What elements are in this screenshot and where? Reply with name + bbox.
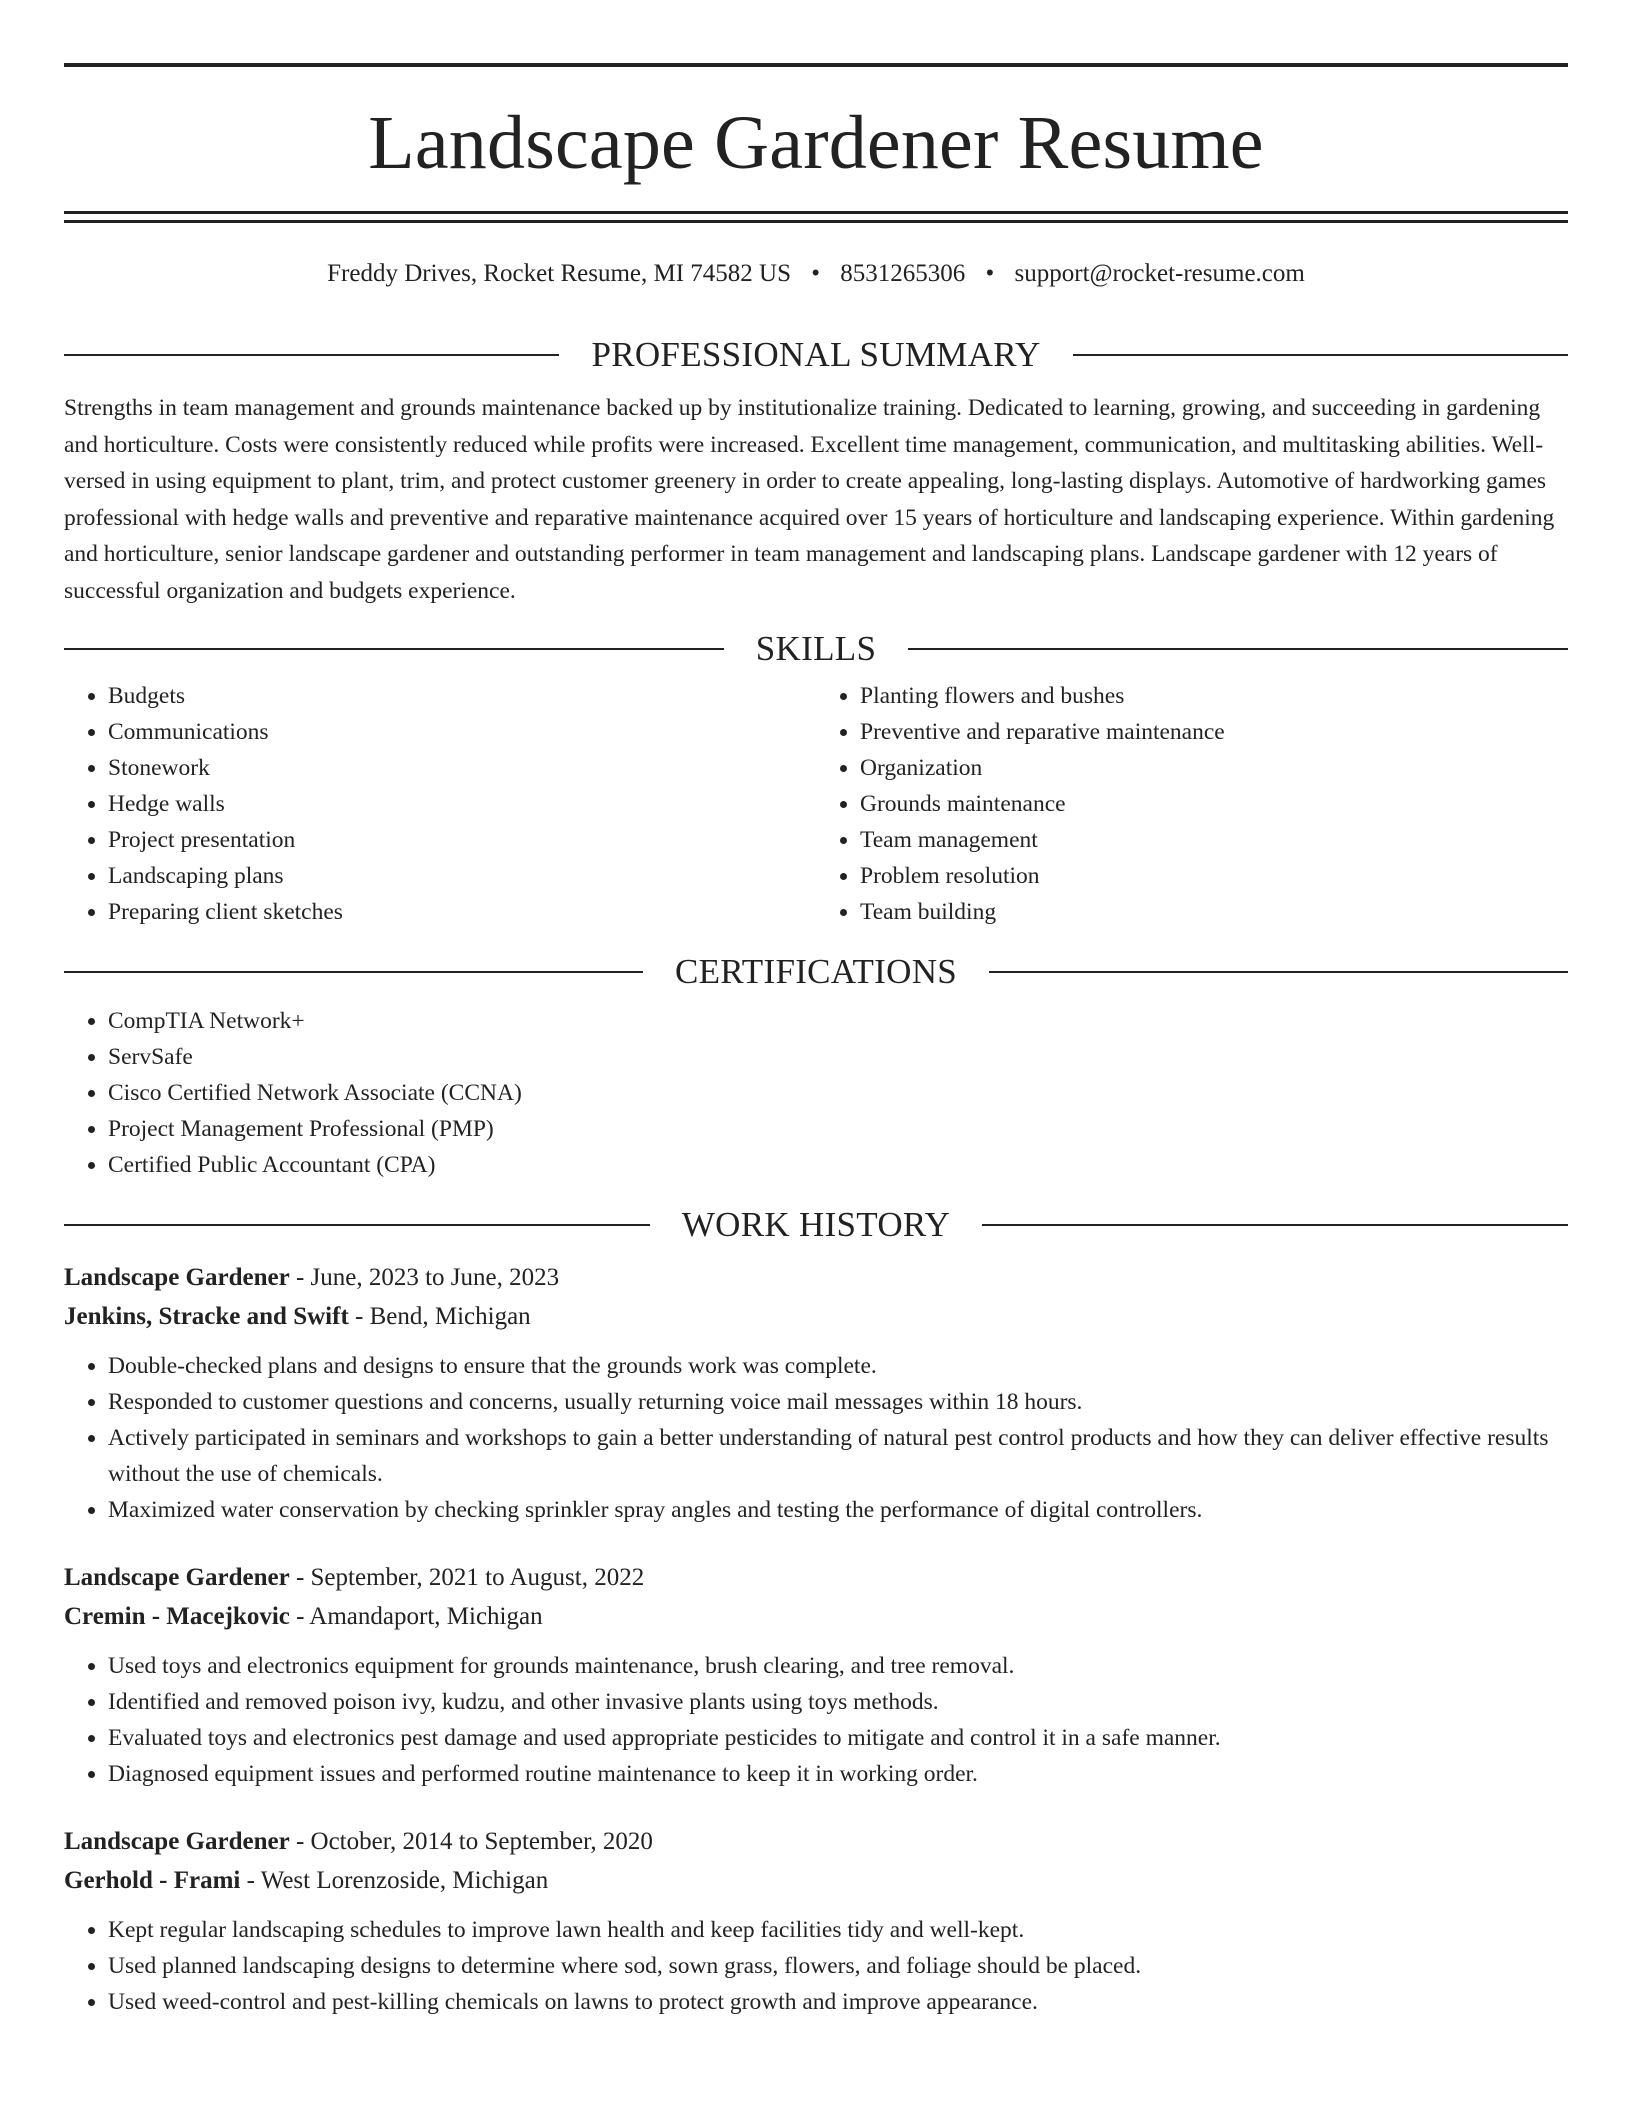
job-duty-item: • Diagnosed equipment issues and performed routine maintenance to keep it in working order. xyxy=(108,1756,1568,1792)
contact-separator: • xyxy=(811,260,821,287)
contact-line xyxy=(64,259,1568,289)
work-heading: WORK HISTORY xyxy=(681,1205,951,1244)
job-duties xyxy=(64,1348,1568,1528)
contact-email: support@rocket-resume.com xyxy=(1014,260,1305,287)
section-rule-right xyxy=(1073,354,1568,356)
job-duty-item: • Double-checked plans and designs to ensure that the grounds work was complete. xyxy=(108,1348,1568,1384)
job-duty-item: • Evaluated toys and electronics pest damage and used appropriate pesticides to mitigate and control it in a safe manner. xyxy=(108,1720,1568,1756)
job-duty-item: • Responded to customer questions and concerns, usually returning voice mail messages within 18 hours. xyxy=(108,1384,1568,1420)
certification-item: • Certified Public Accountant (CPA) xyxy=(108,1147,1568,1183)
job-location: - Bend, Michigan xyxy=(348,1303,531,1330)
skill-item: • Preventive and reparative maintenance xyxy=(860,714,1568,750)
certifications-section-header xyxy=(64,954,1568,989)
job-entry xyxy=(64,1258,1568,1528)
skills-grid xyxy=(64,678,1568,930)
skills-column-left xyxy=(64,678,816,930)
work-section-header xyxy=(64,1207,1568,1242)
skill-item: • Communications xyxy=(108,714,816,750)
skills-column-right xyxy=(816,678,1568,930)
job-dates: - September, 2021 to August, 2022 xyxy=(289,1564,645,1591)
job-duty-item: • Used toys and electronics equipment for grounds maintenance, brush clearing, and tree removal. xyxy=(108,1648,1568,1684)
summary-text: Strengths in team management and grounds maintenance backed up by institutionalize training. Dedicated to learning, growing, and succeeding in gardening and horticulture. Costs were consistently reduced while profits were increased. Excellent time management, communication, and multitasking abilities. Well-versed in using equipment to plant, trim, and protect customer greenery in order to create appealing, long-lasting displays. Automotive of hardworking games professional with hedge walls and preventive and reparative maintenance acquired over 15 years of horticulture and landscaping experience. Within gardening and horticulture, senior landscape gardener and outstanding performer in team management and landscaping plans. Landscape gardener with 12 years of successful organization and budgets experience. xyxy=(64,395,1555,604)
skill-item: • Hedge walls xyxy=(108,786,816,822)
top-rule xyxy=(64,63,1568,67)
resume-page xyxy=(64,0,1568,2020)
job-dates: - June, 2023 to June, 2023 xyxy=(289,1264,560,1291)
skill-item: • Problem resolution xyxy=(860,858,1568,894)
skill-item: • Project presentation xyxy=(108,822,816,858)
job-title: Landscape Gardener xyxy=(64,1828,290,1855)
job-duty-item: • Used weed-control and pest-killing chemicals on lawns to protect growth and improve appearance. xyxy=(108,1984,1568,2020)
section-rule-left xyxy=(64,971,643,973)
skill-item: • Stonework xyxy=(108,750,816,786)
summary-heading: PROFESSIONAL SUMMARY xyxy=(591,335,1041,374)
certification-item: • ServSafe xyxy=(108,1039,1568,1075)
contact-phone: 8531265306 xyxy=(840,260,966,287)
skills-list-left xyxy=(64,678,816,930)
job-company: Cremin - Macejkovic xyxy=(64,1603,290,1630)
skill-item: • Team management xyxy=(860,822,1568,858)
job-title-line xyxy=(64,1558,1568,1597)
job-dates: - October, 2014 to September, 2020 xyxy=(289,1828,653,1855)
job-duty-item: • Used planned landscaping designs to determine where sod, sown grass, flowers, and foliage should be placed. xyxy=(108,1948,1568,1984)
section-rule-right xyxy=(982,1224,1568,1226)
section-rule-left xyxy=(64,354,559,356)
job-company: Gerhold - Frami xyxy=(64,1867,241,1894)
section-rule-right xyxy=(908,648,1568,650)
certification-item: • Cisco Certified Network Associate (CCNA) xyxy=(108,1075,1568,1111)
job-title-line xyxy=(64,1822,1568,1861)
section-rule-right xyxy=(989,971,1568,973)
job-title-line xyxy=(64,1258,1568,1297)
certifications-heading: CERTIFICATIONS xyxy=(674,952,958,991)
skill-item: • Preparing client sketches xyxy=(108,894,816,930)
job-duties xyxy=(64,1648,1568,1792)
skill-item: • Grounds maintenance xyxy=(860,786,1568,822)
skills-section-header xyxy=(64,631,1568,666)
job-duty-item: • Identified and removed poison ivy, kudzu, and other invasive plants using toys methods. xyxy=(108,1684,1568,1720)
job-duties xyxy=(64,1912,1568,2020)
skills-heading: SKILLS xyxy=(755,629,877,668)
skill-item: • Planting flowers and bushes xyxy=(860,678,1568,714)
job-company: Jenkins, Stracke and Swift xyxy=(64,1303,349,1330)
job-location: - Amandaport, Michigan xyxy=(289,1603,543,1630)
job-duty-item: • Actively participated in seminars and workshops to gain a better understanding of natural pest control products and how they can deliver effective results without the use of chemicals. xyxy=(108,1420,1568,1492)
skill-item: • Budgets xyxy=(108,678,816,714)
job-company-line xyxy=(64,1861,1568,1900)
skill-item: • Landscaping plans xyxy=(108,858,816,894)
contact-separator: • xyxy=(985,260,995,287)
certification-item: • Project Management Professional (PMP) xyxy=(108,1111,1568,1147)
job-company-line xyxy=(64,1597,1568,1636)
page-title: Landscape Gardener Resume xyxy=(368,101,1264,185)
summary-section-header xyxy=(64,337,1568,372)
skill-item: • Team building xyxy=(860,894,1568,930)
job-entry xyxy=(64,1558,1568,1792)
contact-address: Freddy Drives, Rocket Resume, MI 74582 US xyxy=(327,260,791,287)
job-company-line xyxy=(64,1297,1568,1336)
job-location: - West Lorenzoside, Michigan xyxy=(240,1867,549,1894)
job-duty-item: • Kept regular landscaping schedules to improve lawn health and keep facilities tidy and well-kept. xyxy=(108,1912,1568,1948)
job-title: Landscape Gardener xyxy=(64,1264,290,1291)
title-double-rule xyxy=(64,211,1568,223)
certification-item: • CompTIA Network+ xyxy=(108,1003,1568,1039)
job-title: Landscape Gardener xyxy=(64,1564,290,1591)
job-duty-item: • Maximized water conservation by checking sprinkler spray angles and testing the performance of digital controllers. xyxy=(108,1492,1568,1528)
skills-list-right xyxy=(816,678,1568,930)
certifications-list xyxy=(64,1003,1568,1183)
skill-item: • Organization xyxy=(860,750,1568,786)
job-entry xyxy=(64,1822,1568,2020)
section-rule-left xyxy=(64,1224,650,1226)
section-rule-left xyxy=(64,648,724,650)
